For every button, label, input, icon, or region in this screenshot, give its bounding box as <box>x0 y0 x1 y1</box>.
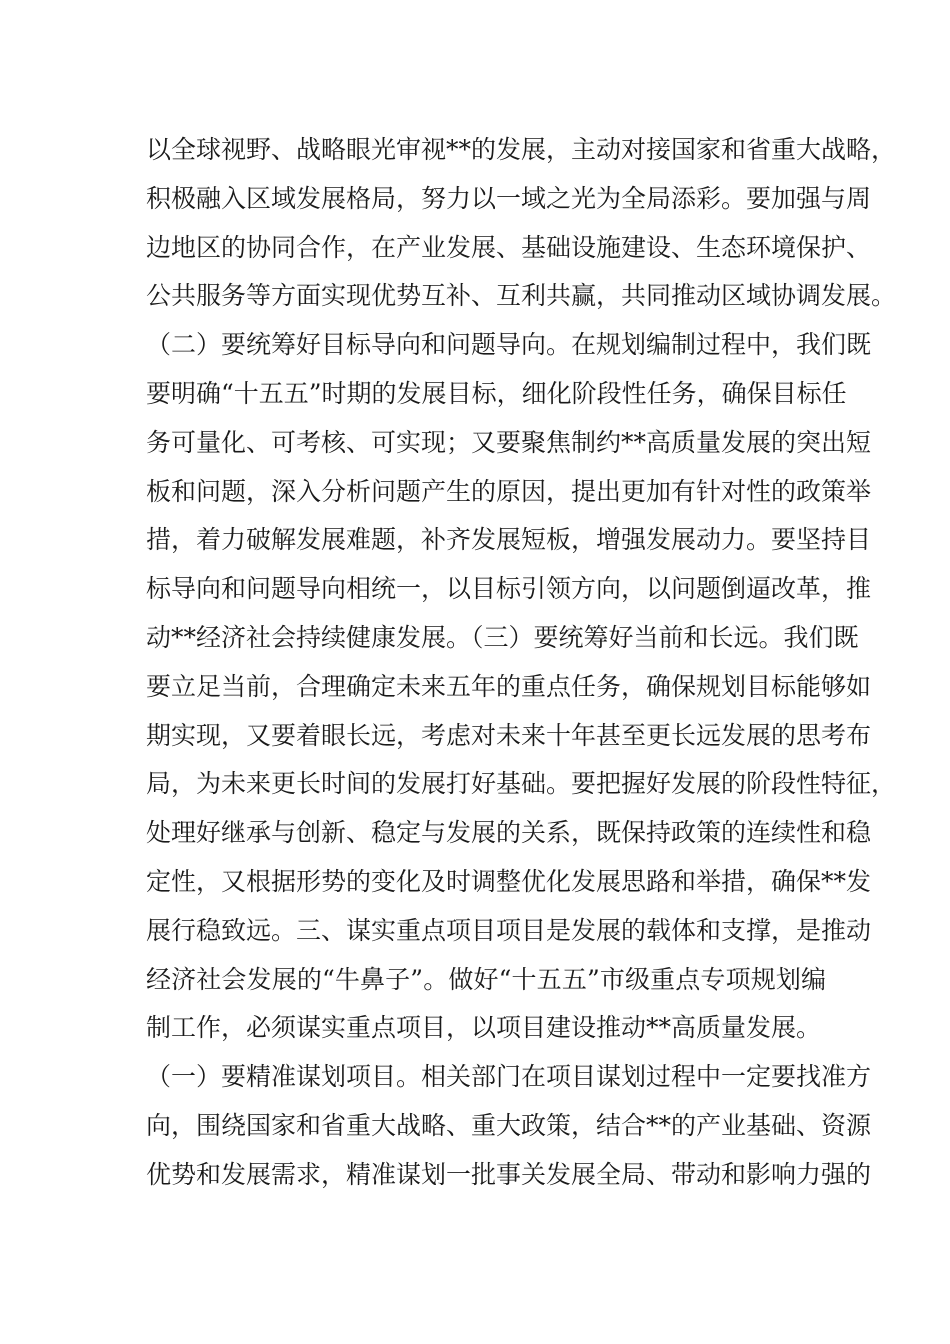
text-line: （二）要统筹好目标导向和问题导向。在规划编制过程中，我们既 <box>146 330 872 360</box>
body-text <box>146 126 897 1200</box>
text-line: 局，为未来更长时间的发展打好基础。要把握好发展的阶段性特征， <box>146 769 897 799</box>
text-line: 展行稳致远。三、谋实重点项目项目是发展的载体和支撑，是推动 <box>146 915 872 945</box>
text-line: 边地区的协同合作，在产业发展、基础设施建设、生态环境保护、 <box>146 232 872 262</box>
text-line: （一）要精准谋划项目。相关部门在项目谋划过程中一定要找准方 <box>146 1062 872 1092</box>
text-line: 处理好继承与创新、稳定与发展的关系，既保持政策的连续性和稳 <box>146 818 872 848</box>
text-line: 措，着力破解发展难题，补齐发展短板，增强发展动力。要坚持目 <box>146 525 872 555</box>
text-line: 要立足当前，合理确定未来五年的重点任务，确保规划目标能够如 <box>146 671 872 701</box>
text-line: 制工作，必须谋实重点项目，以项目建设推动**高质量发展。 <box>146 1013 822 1043</box>
text-line: 公共服务等方面实现优势互补、互利共赢，共同推动区域协调发展。 <box>146 281 897 311</box>
text-line: 务可量化、可考核、可实现；又要聚焦制约**高质量发展的突出短 <box>146 427 872 457</box>
text-line: 定性，又根据形势的变化及时调整优化发展思路和举措，确保**发 <box>146 866 872 896</box>
text-line: 以全球视野、战略眼光审视**的发展，主动对接国家和省重大战略， <box>146 135 897 164</box>
text-line: 期实现，又要着眼长远，考虑对未来十年甚至更长远发展的思考布 <box>146 720 872 750</box>
text-line: 动**经济社会持续健康发展。（三）要统筹好当前和长远。我们既 <box>146 622 859 652</box>
text-line: 标导向和问题导向相统一，以目标引领方向，以问题倒逼改革，推 <box>146 574 872 604</box>
text-line: 要明确“十五五”时期的发展目标，细化阶段性任务，确保目标任 <box>146 378 847 408</box>
text-line: 优势和发展需求，精准谋划一批事关发展全局、带动和影响力强的 <box>146 1159 872 1189</box>
text-line: 积极融入区域发展格局，努力以一域之光为全局添彩。要加强与周 <box>146 183 872 213</box>
text-line: 经济社会发展的“牛鼻子”。做好“十五五”市级重点专项规划编 <box>146 964 826 994</box>
text-line: 向，围绕国家和省重大战略、重大政策，结合**的产业基础、资源 <box>146 1110 872 1140</box>
text-line: 板和问题，深入分析问题产生的原因，提出更加有针对性的政策举 <box>146 476 872 506</box>
